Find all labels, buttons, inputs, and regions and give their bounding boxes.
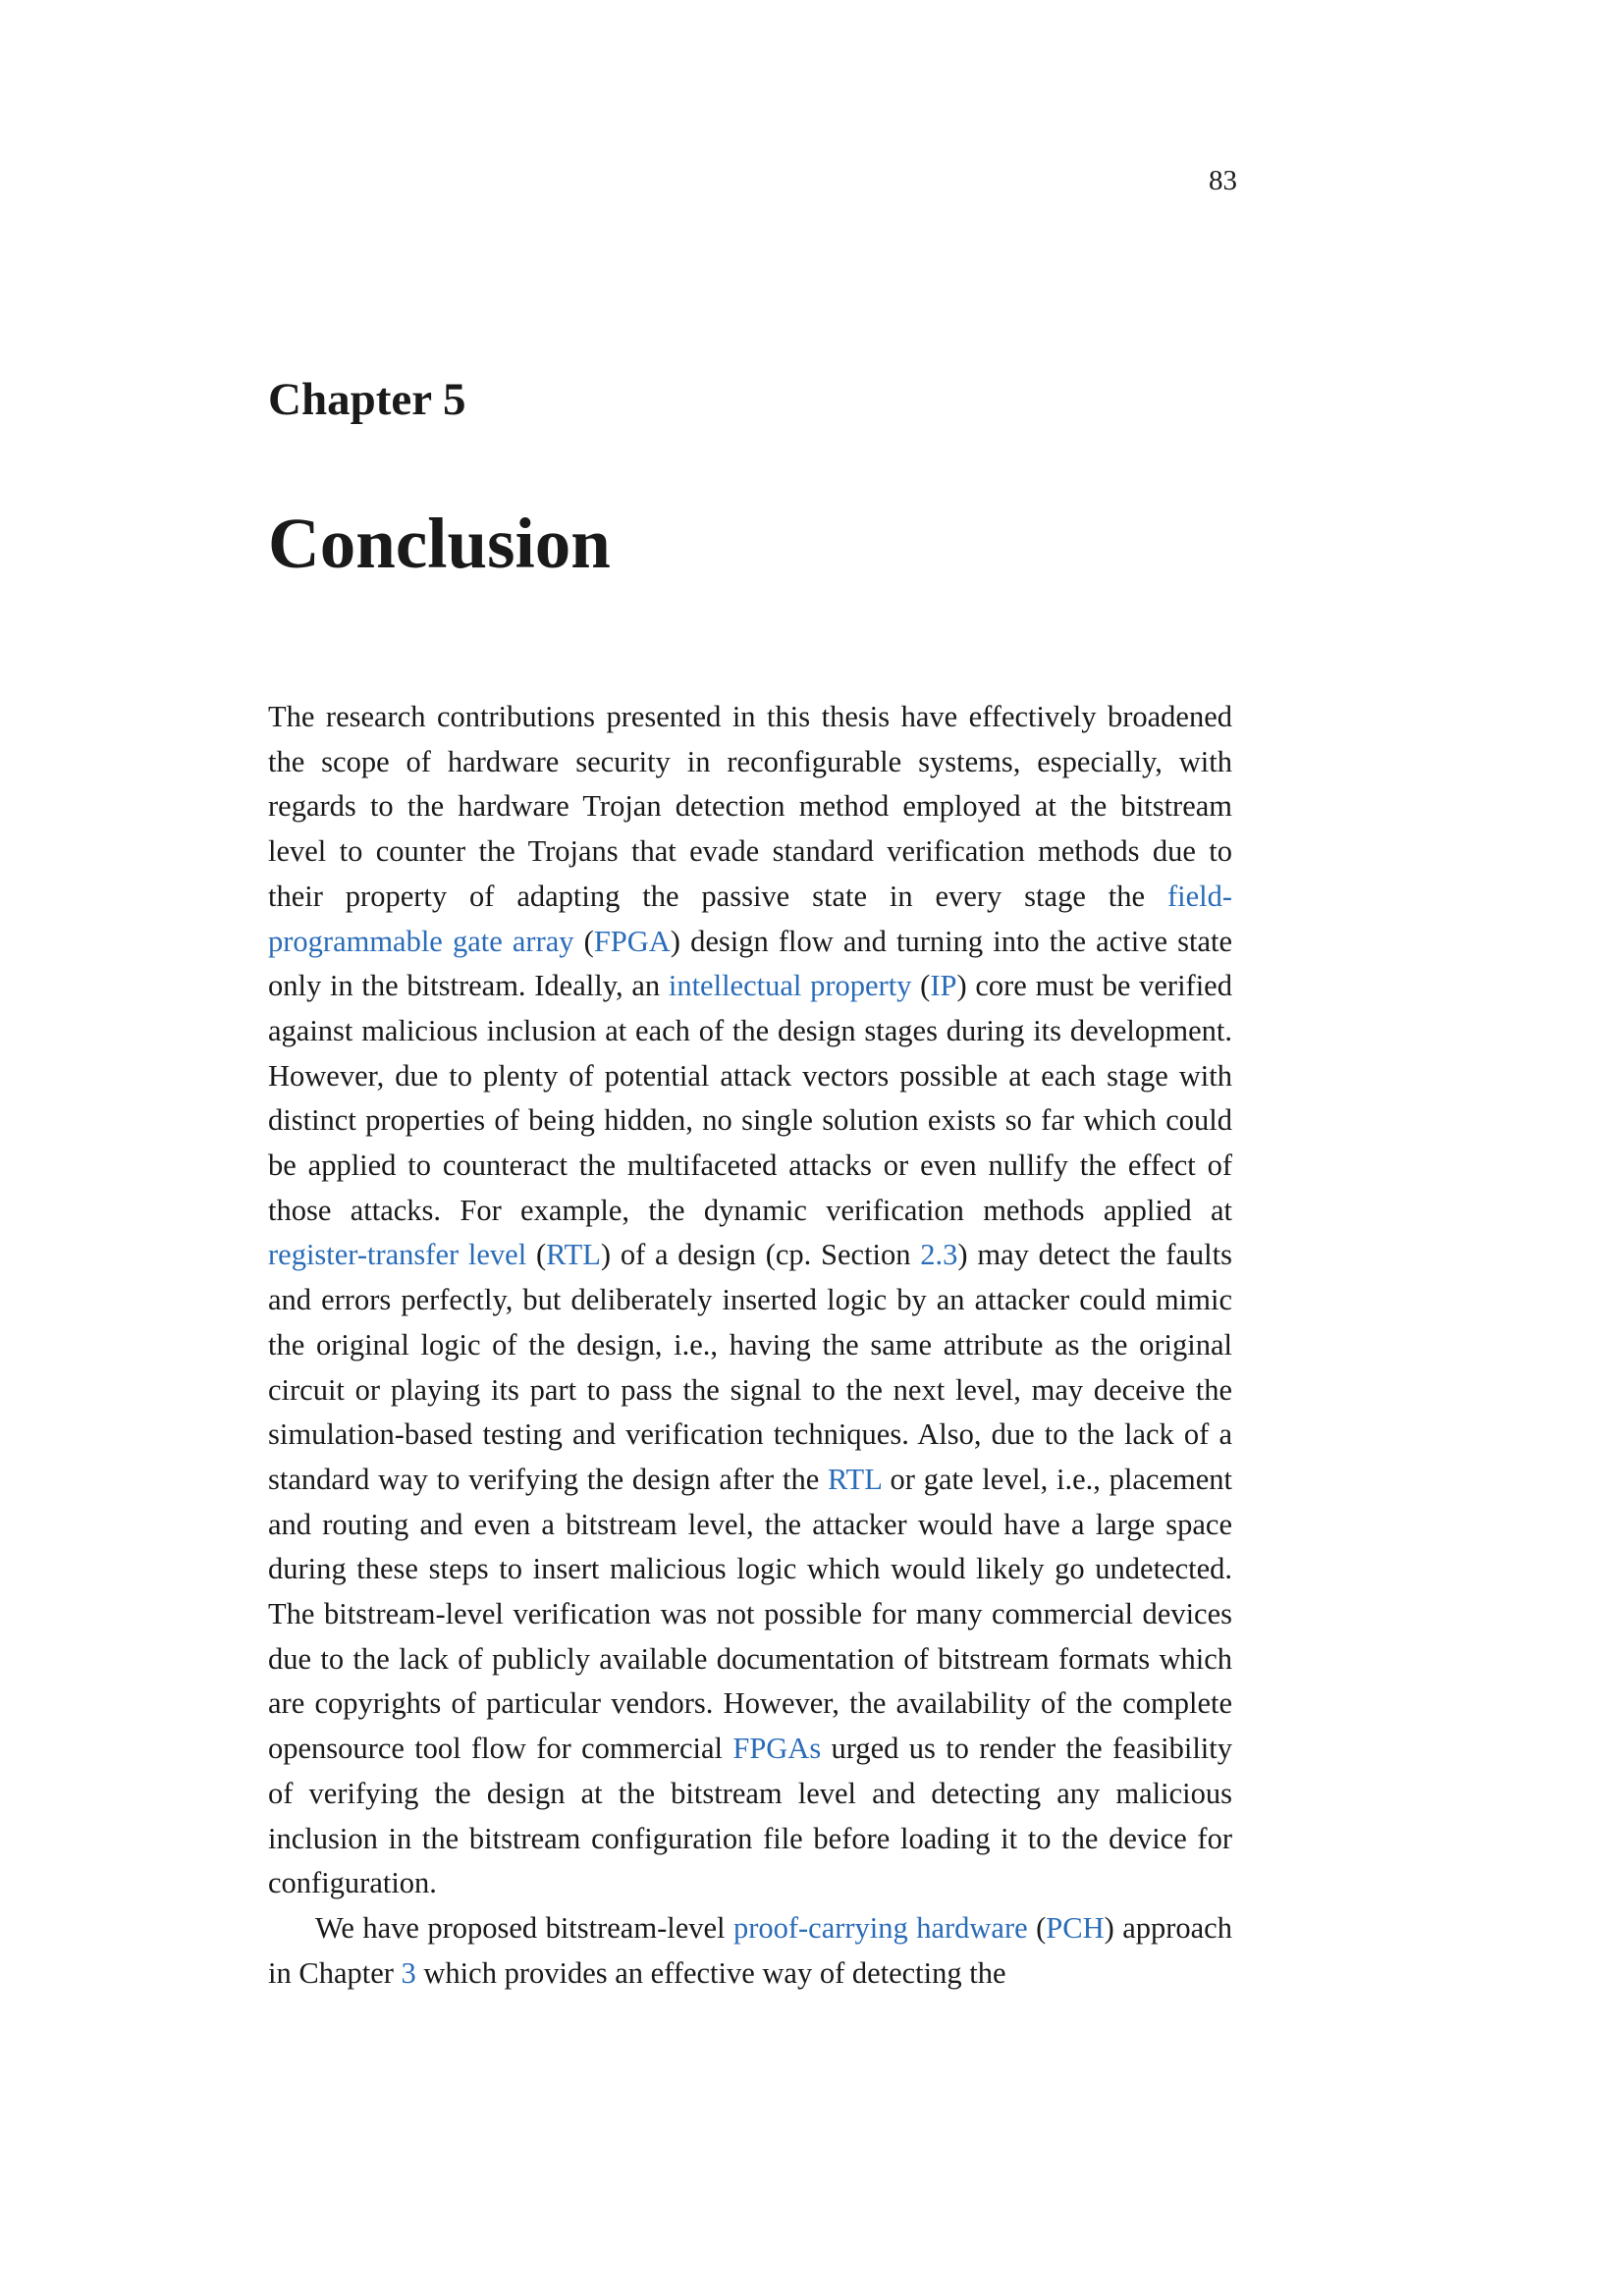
cross-reference-link[interactable]: field-programmable gate array [268, 879, 1232, 958]
paragraph-text: ( [1027, 1910, 1047, 1945]
cross-reference-link[interactable]: intellectual property [668, 969, 912, 1003]
cross-reference-link[interactable]: 3 [401, 1955, 416, 1990]
chapter-label: Chapter 5 [268, 374, 466, 425]
cross-reference-link[interactable]: proof-carrying hardware [732, 1910, 1028, 1945]
body-paragraph [268, 1906, 1232, 1996]
paragraph-text: ) may detect the faults and errors perfectly, but deliberately inserted logic by an attacker could mimic the original logic of the design, i.e., having the same attribute as the original circuit or playing its part to pass the signal to the next level, may deceive the simulation-based testing and verification techniques. Also, due to the lack of a standard way to verifying the design after the [268, 1238, 1232, 1496]
paragraph-text: ) approach in Chapter [268, 1910, 1232, 1990]
cross-reference-link[interactable]: RTL [546, 1238, 601, 1272]
paragraph-text: which provides an effective way of detecting the [415, 1955, 1006, 1990]
cross-reference-link[interactable]: IP [930, 969, 957, 1003]
cross-reference-link[interactable]: register-transfer level [268, 1238, 527, 1272]
cross-reference-link[interactable]: FPGA [593, 924, 671, 958]
paragraph-text: ) core must be verified against malicious inclusion at each of the design stages during its development. However, due to plenty of potential attack vectors possible at each stage with distinct properties of being hidden, no single solution exists so far which could be applied to counteract the multifaceted attacks or even nullify the effect of those attacks. For example, the dynamic verification methods applied at [268, 969, 1232, 1227]
paragraph-text: urged us to render the feasibility of verifying the design at the bitstream level and detecting any malicious inclusion in the bitstream configuration file before loading it to the device for configuration. [268, 1732, 1232, 1900]
cross-reference-link[interactable]: FPGAs [732, 1732, 822, 1766]
paragraph-text: The research contributions presented in this thesis have effectively broadened the scope of hardware security in reconfigurable systems, especially, with regards to the hardware Trojan detection method employed at the bitstream level to counter the Trojans that evade standard verification methods due to their property of adapting the passive state in every stage the [268, 700, 1232, 913]
chapter-title: Conclusion [268, 504, 611, 583]
paragraph-text: ) of a design (cp. Section [600, 1238, 921, 1272]
paragraph-text: ( [573, 924, 594, 958]
cross-reference-link[interactable]: 2.3 [920, 1238, 958, 1272]
page-number: 83 [1209, 165, 1237, 196]
cross-reference-link[interactable]: PCH [1046, 1910, 1105, 1945]
cross-reference-link[interactable]: RTL [828, 1462, 882, 1496]
paragraph-text: ( [526, 1238, 547, 1272]
paragraph-text: ) design flow and turning into the active state only in the bitstream. Ideally, an [268, 924, 1232, 1003]
paragraph-text: We have proposed bitstream-level [315, 1910, 733, 1945]
body-paragraph [268, 695, 1232, 1906]
paragraph-text: or gate level, i.e., placement and routing and even a bitstream level, the attacker would have a large space during these steps to insert malicious logic which would likely go undetected. The bitstream-level verification was not possible for many commercial devices due to the lack of publicly available documentation of bitstream formats which are copyrights of particular vendors. However, the availability of the complete opensource tool flow for commercial [268, 1462, 1232, 1766]
chapter-body [268, 695, 1232, 1996]
paragraph-text: ( [911, 969, 931, 1003]
